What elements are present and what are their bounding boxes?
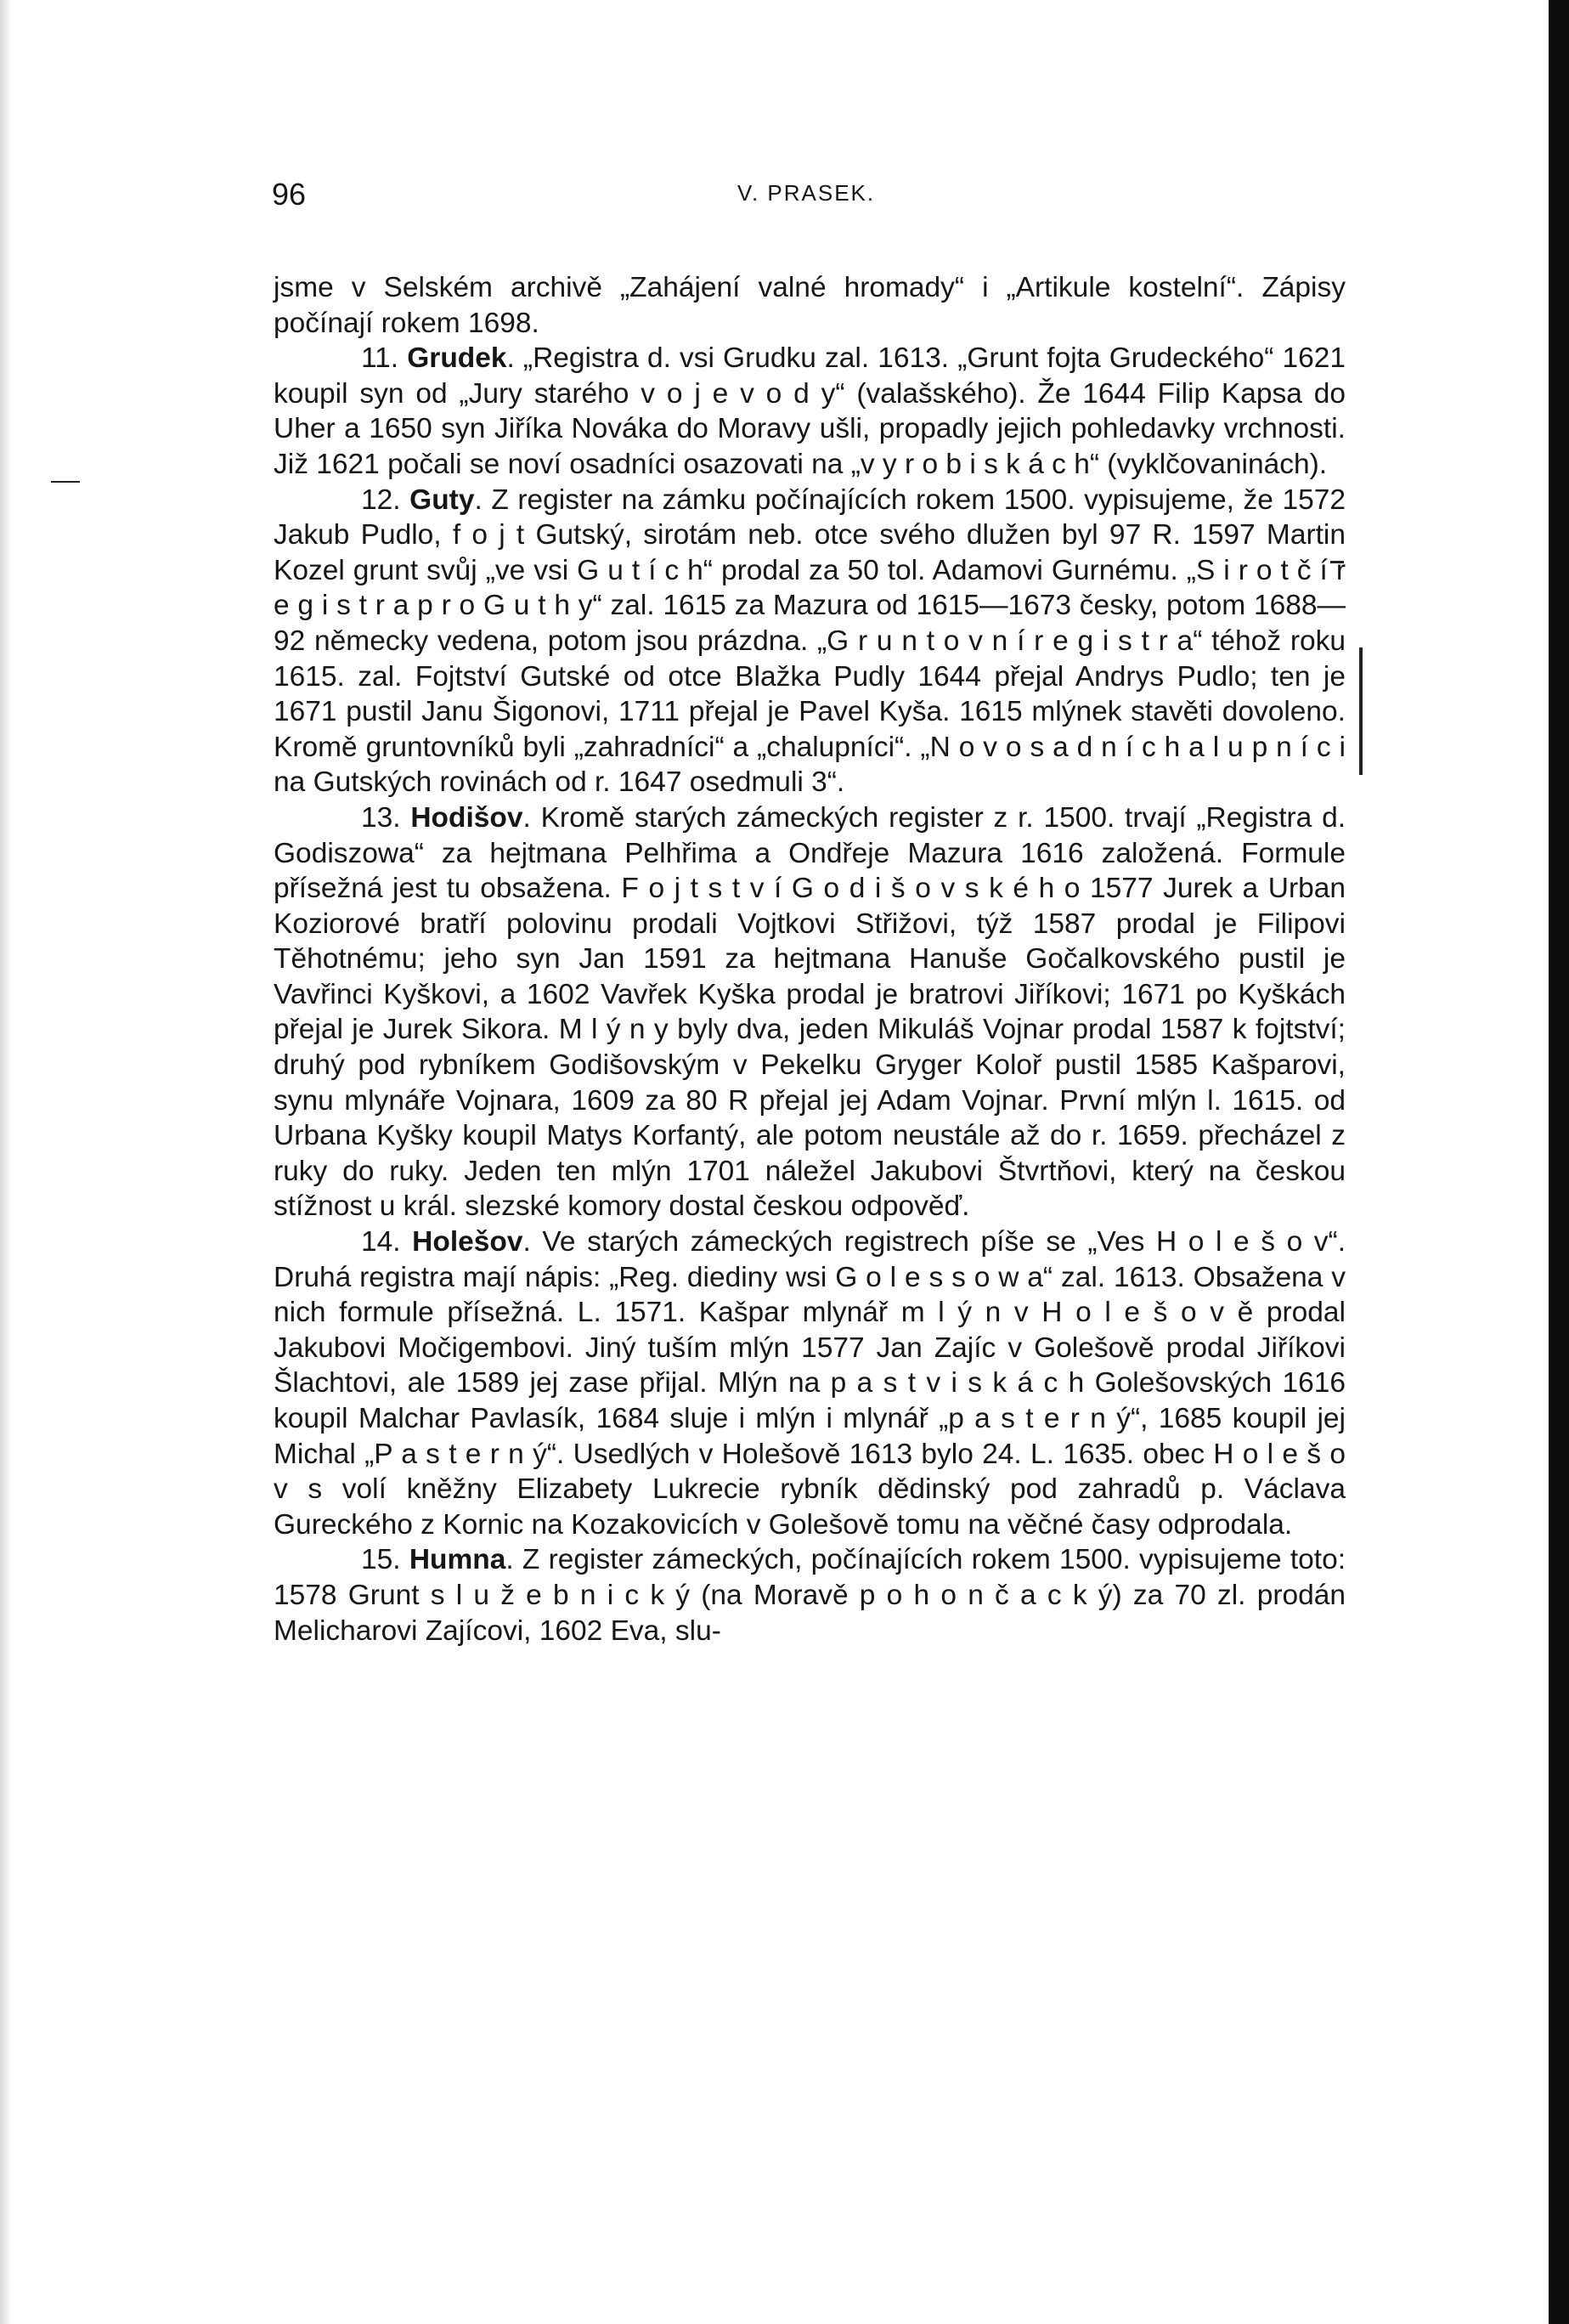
entry-heading: Grudek [407, 342, 507, 375]
paragraph-text: . Z register zámeckých, počínajících rokem 1500. vypisujeme toto: 1578 Grunt s l u ž e b n i c k ý (na Moravě p o h o n č a c k ý) za 70 zl. prodán Melicharovi Zajícovi, 1602 Eva, slu- [274, 1544, 1346, 1647]
paragraph-text: . „Registra d. vsi Grudku zal. 1613. „Grunt fojta Grudeckého“ 1621 koupil syn od „Jury starého v o j e v o d y“ (valašského). Že 1644 Filip Kapsa do Uher a 1650 syn Jiříka Nováka do Moravy ušli, propadly jejich pohledavky vrchnosti. Již 1621 počali se noví osadníci osazovati na „v y r o b i s k á c h“ (vyklčovaninách). [274, 342, 1346, 480]
body-text [274, 270, 1346, 1648]
paragraph-text: . Z register na zámku počínajících rokem 1500. vypisujeme, že 1572 Jakub Pudlo, f o j t Gutský, sirotám neb. otce svého dlužen byl 97 R. 1597 Martin Kozel grunt svůj „ve vsi G u t í c h“ prodal za 50 tol. Adamovi Gurnému. „S i r o t č í r e g i s t r a p r o G u t h y“ zal. 1615 za Mazura od 1615—1673 česky, potom 1688—92 německy vedena, potom jsou prázdna. „G r u n t o v n í r e g i s t r a“ téhož roku 1615. zal. Fojtství Gutské od otce Blažka Pudly 1644 přejal Andrys Pudlo; ten je 1671 pustil Janu Šigonovi, 1711 přejal je Pavel Kyša. 1615 mlýnek stavěti dovoleno. Kromě gruntovníků byli „zahradníci“ a „chalupníci“. „N o v o s a d n í c h a l u p n í c i na Gutských rovinách od r. 1647 osedmuli 3“. [274, 483, 1346, 799]
paragraph-hodisov [274, 800, 1346, 1224]
entry-heading: Holešov [412, 1226, 523, 1258]
running-head: V. PRASEK. [737, 180, 876, 206]
entry-number: 13. [361, 801, 401, 834]
margin-dash-mark [51, 481, 80, 483]
paragraph-guty [274, 483, 1346, 800]
paragraph-humna [274, 1542, 1346, 1648]
scan-edge-left [0, 0, 12, 2324]
entry-number: 12. [361, 483, 401, 516]
entry-number: 14. [361, 1226, 401, 1258]
scan-edge-right [1549, 0, 1569, 2324]
paragraph-text: . Ve starých zámeckých registrech píše se „Ves H o l e š o v“. Druhá registra mají nápis: „Reg. diediny wsi G o l e s s o w a“ zal. 1613. Obsažena v nich formule přísežná. L. 1571. Kašpar mlynář m l ý n v H o l e š o v ě prodal Jakubovi Močigembovi. Jiný tuším mlýn 1577 Jan Zajíc v Golešově prodal Jiříkovi Šlachtovi, ale 1589 jej zase přijal. Mlýn na p a s t v i s k á c h Golešovských 1616 koupil Malchar Pavlasík, 1684 sluje i mlýn i mlynář „p a s t e r n ý“, 1685 koupil jej Michal „P a s t e r n ý“. Usedlých v Holešově 1613 bylo 24. L. 1635. obec H o l e š o v s volí kněžny Elizabety Lukrecie rybník dědinský pod zahradů p. Václava Gureckého z Kornic na Kozakovicích v Golešově tomu na věčné časy odprodala. [274, 1226, 1346, 1541]
paragraph-grudek [274, 341, 1346, 482]
entry-heading: Humna [409, 1544, 506, 1576]
paragraph-text: . Kromě starých zámeckých register z r. 1500. trvají „Registra d. Godiszowa“ za hejtmana Pelhřima a Ondřeje Mazura 1616 založená. Formule přísežná jest tu obsažena. F o j t s t v í G o d i š o v s k é h o 1577 Jurek a Urban Koziorové bratří polovinu prodali Vojtkovi Střižovi, týž 1587 prodal je Filipovi Těhotnému; jeho syn Jan 1591 za hejtmana Hanuše Gočalkovského pustil je Vavřinci Kyškovi, a 1602 Vavřek Kyška prodal je bratrovi Jiříkovi; 1671 po Kyškách přejal je Jurek Sikora. M l ý n y byly dva, jeden Mikuláš Vojnar prodal 1587 k fojtství; druhý pod rybníkem Godišovským v Pekelku Gryger Koloř pustil 1585 Kašparovi, synu mlynáře Vojnara, 1609 za 80 R přejal jej Adam Vojnar. První mlýn l. 1615. od Urbana Kyšky koupil Matys Korfantý, ale potom neustále až do r. 1659. přecházel z ruky do ruky. Jeden ten mlýn 1701 náležel Jakubovi Štvrtňovi, který na českou stížnost u král. slezské komory dostal českou odpověď. [274, 801, 1346, 1223]
paragraph-text: jsme v Selském archivě „Zahájení valné hromady“ i „Artikule kostelní“. Zápisy počínají rokem 1698. [274, 272, 1346, 339]
page-number: 96 [272, 177, 307, 212]
paragraph-holesov [274, 1224, 1346, 1542]
entry-heading: Guty [409, 483, 475, 516]
entry-heading: Hodišov [410, 801, 523, 834]
paragraph-intro [274, 270, 1346, 341]
page-header [272, 177, 1346, 219]
margin-rule-mark [1359, 647, 1363, 775]
entry-number: 11. [361, 342, 399, 375]
entry-number: 15. [361, 1544, 401, 1576]
